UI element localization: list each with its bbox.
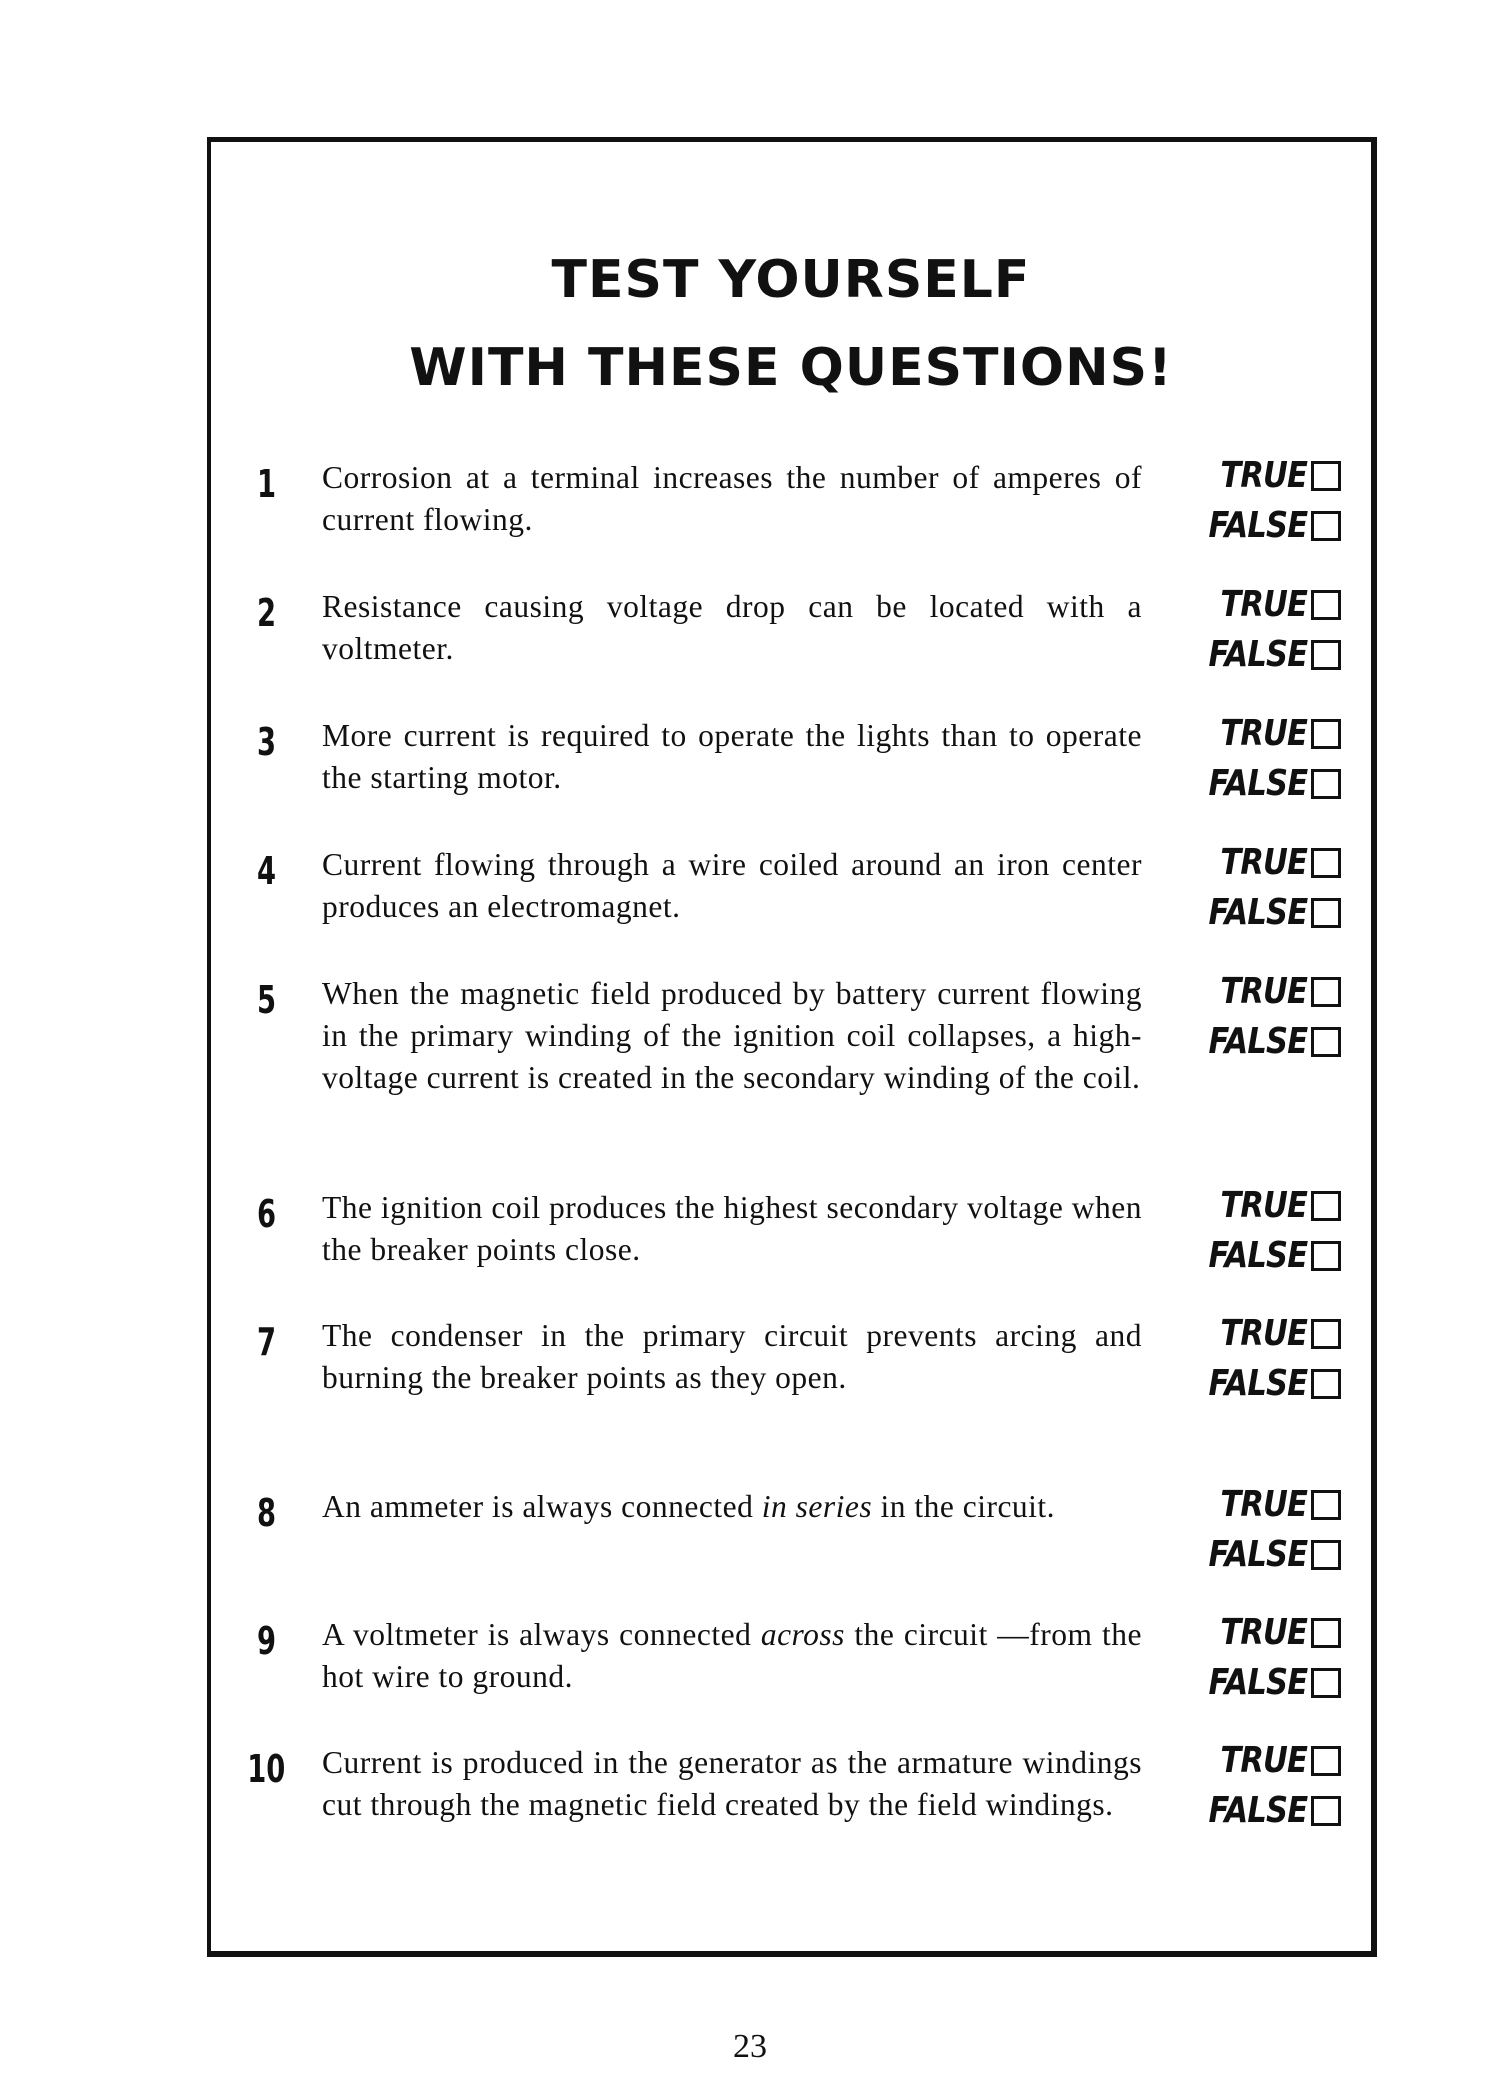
question-text: When the magnetic field produced by battery current flowing in the primary winding of the ignition coil collapses, a high-voltage current is created in the secondary winding of the coil. [322,976,1142,1095]
true-option[interactable] [1205,713,1341,755]
false-checkbox[interactable] [1311,511,1341,541]
false-option[interactable] [1191,892,1341,934]
false-checkbox[interactable] [1311,1027,1341,1057]
true-checkbox[interactable] [1311,719,1341,749]
question-text [322,1486,1142,1528]
true-label: TRUE [1220,1484,1307,1525]
false-option[interactable] [1191,763,1341,805]
true-checkbox[interactable] [1311,461,1341,491]
true-option[interactable] [1205,842,1341,884]
true-checkbox[interactable] [1311,590,1341,620]
false-option[interactable] [1191,1235,1341,1277]
false-label: FALSE [1208,1662,1307,1703]
false-checkbox[interactable] [1311,1241,1341,1271]
question-number: 7 [256,1320,276,1364]
false-label: FALSE [1208,763,1307,804]
false-checkbox[interactable] [1311,1796,1341,1826]
true-checkbox[interactable] [1311,1191,1341,1221]
question-number: 3 [256,720,276,764]
false-checkbox[interactable] [1311,640,1341,670]
heading-line-2: WITH THESE QUESTIONS! [409,338,1173,398]
question-text: Resistance causing voltage drop can be located with a voltmeter. [322,589,1142,666]
true-checkbox[interactable] [1311,1618,1341,1648]
false-option[interactable] [1191,1534,1341,1576]
false-option[interactable] [1191,1662,1341,1704]
question-text: More current is required to operate the lights than to operate the starting motor. [322,718,1142,795]
question-text-emphasis: in series [761,1489,873,1524]
true-option[interactable] [1205,1313,1341,1355]
false-label: FALSE [1208,1235,1307,1276]
false-option[interactable] [1191,634,1341,676]
true-label: TRUE [1220,1313,1307,1354]
false-option[interactable] [1191,1363,1341,1405]
question-number: 9 [256,1619,276,1663]
question-number: 1 [256,462,276,506]
quiz-frame [207,137,1377,1957]
true-option[interactable] [1205,971,1341,1013]
true-label: TRUE [1220,1185,1307,1226]
true-checkbox[interactable] [1311,848,1341,878]
question-text [322,1614,1142,1698]
true-option[interactable] [1205,1185,1341,1227]
question-text-part: A voltmeter is always connected [322,1617,761,1652]
false-checkbox[interactable] [1311,898,1341,928]
true-checkbox[interactable] [1311,1319,1341,1349]
true-label: TRUE [1220,971,1307,1012]
true-label: TRUE [1220,455,1307,496]
true-label: TRUE [1220,1612,1307,1653]
heading-line-1: TEST YOURSELF [551,250,1031,310]
false-option[interactable] [1191,1021,1341,1063]
false-label: FALSE [1208,1363,1307,1404]
false-checkbox[interactable] [1311,1369,1341,1399]
question-text: The ignition coil produces the highest secondary voltage when the breaker points close. [322,1190,1142,1267]
page-number: 23 [733,2028,767,2065]
false-option[interactable] [1191,505,1341,547]
question-text: Corrosion at a terminal increases the number of amperes of current flowing. [322,460,1142,537]
question-number: 10 [247,1747,286,1791]
false-checkbox[interactable] [1311,1540,1341,1570]
false-checkbox[interactable] [1311,1668,1341,1698]
false-checkbox[interactable] [1311,769,1341,799]
question-number: 6 [256,1192,276,1236]
true-label: TRUE [1220,713,1307,754]
question-text-part: the circuit —from the hot wire to ground. [322,1617,1142,1694]
question-number: 2 [256,591,276,635]
true-label: TRUE [1220,1740,1307,1781]
question-text: The condenser in the primary circuit prevents arcing and burning the breaker points as they open. [322,1318,1142,1395]
true-label: TRUE [1220,842,1307,883]
true-option[interactable] [1205,1612,1341,1654]
question-number: 5 [256,978,276,1022]
true-option[interactable] [1205,584,1341,626]
false-option[interactable] [1191,1790,1341,1832]
question-text-part: An ammeter is always connected [322,1489,762,1524]
true-option[interactable] [1205,1740,1341,1782]
question-number: 8 [256,1491,276,1535]
false-label: FALSE [1208,892,1307,933]
question-text: Current is produced in the generator as the armature windings cut through the magnetic field created by the field windings. [322,1745,1142,1822]
question-text: Current flowing through a wire coiled around an iron center produces an electromagnet. [322,847,1142,924]
true-checkbox[interactable] [1311,977,1341,1007]
false-label: FALSE [1208,634,1307,675]
true-checkbox[interactable] [1311,1746,1341,1776]
true-checkbox[interactable] [1311,1490,1341,1520]
true-option[interactable] [1205,1484,1341,1526]
false-label: FALSE [1208,1790,1307,1831]
false-label: FALSE [1208,505,1307,546]
true-label: TRUE [1220,584,1307,625]
question-number: 4 [256,849,276,893]
false-label: FALSE [1208,1021,1307,1062]
false-label: FALSE [1208,1534,1307,1575]
question-text-emphasis: across [760,1617,845,1652]
true-option[interactable] [1205,455,1341,497]
question-text-part: in the circuit. [872,1489,1056,1524]
